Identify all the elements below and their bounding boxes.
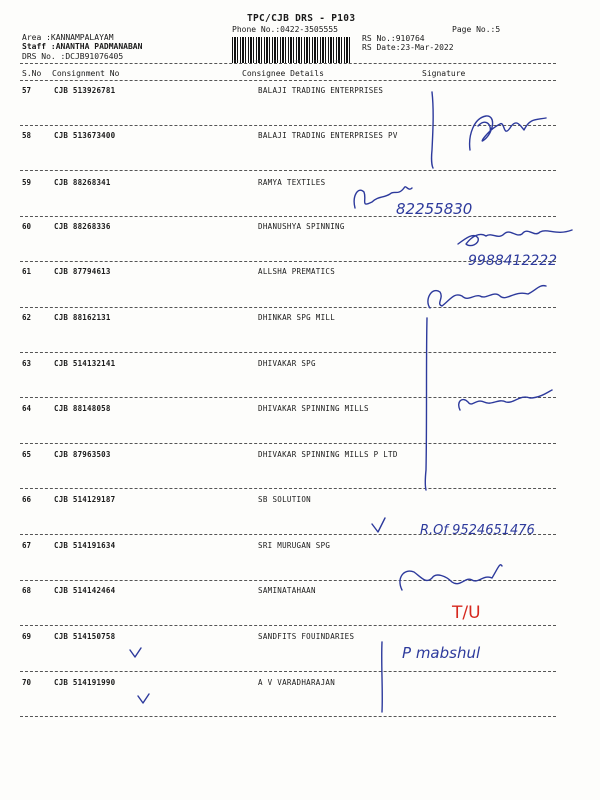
- row-serial: 59: [22, 178, 32, 187]
- row-consignment: CJB 88148058: [54, 404, 111, 413]
- col-header-signature: Signature: [422, 69, 466, 78]
- rs-date: RS Date:23-Mar-2022: [362, 43, 454, 52]
- rs-number: RS No.:910764: [362, 34, 425, 43]
- row-consignment: CJB 514142464: [54, 586, 116, 595]
- row-serial: 65: [22, 450, 32, 459]
- row-consignment: CJB 514132141: [54, 359, 116, 368]
- row-consignment: CJB 87963503: [54, 450, 111, 459]
- row-consignee: DHIVAKAR SPINNING MILLS P LTD: [258, 450, 398, 459]
- row-serial: 67: [22, 541, 32, 550]
- row-consignee: SRI MURUGAN SPG: [258, 541, 331, 550]
- row-serial: 70: [22, 678, 32, 687]
- tick-mark: [130, 648, 141, 657]
- handwritten-phone: 82255830: [396, 200, 473, 218]
- row-consignee: SAMINATAHAAN: [258, 586, 316, 595]
- signature-scribble: [428, 286, 546, 308]
- row-consignee: SB SOLUTION: [258, 495, 311, 504]
- row-serial: 60: [22, 222, 32, 231]
- handwritten-phone: R.Of 9524651476: [420, 523, 535, 538]
- row-consignment: CJB 87794613: [54, 267, 111, 276]
- area-label: Area :KANNAMPALAYAM: [22, 33, 114, 42]
- row-consignee: ALLSHA PREMATICS: [258, 267, 336, 276]
- row-consignment: CJB 514191634: [54, 541, 116, 550]
- row-consignment: CJB 513926781: [54, 86, 116, 95]
- row-serial: 58: [22, 131, 32, 140]
- row-consignee: BALAJI TRADING ENTERPRISES PV: [258, 131, 398, 140]
- row-serial: 69: [22, 632, 32, 641]
- row-consignment: CJB 88268336: [54, 222, 111, 231]
- signature-bracket-line: [425, 318, 427, 490]
- drs-number: DRS No. :DCJB91076405: [22, 52, 124, 61]
- row-serial: 68: [22, 586, 32, 595]
- row-consignment: CJB 513673400: [54, 131, 116, 140]
- signature-scribble: [458, 230, 572, 246]
- row-serial: 57: [22, 86, 32, 95]
- page-number: Page No.:5: [452, 25, 501, 34]
- signature-bracket-line: [432, 92, 434, 168]
- signature-scribble: [478, 122, 490, 132]
- row-consignee: DHIVAKAR SPG: [258, 359, 316, 368]
- tick-mark: [138, 694, 149, 703]
- row-consignment: CJB 514191990: [54, 678, 116, 687]
- row-consignment: CJB 514129187: [54, 495, 116, 504]
- handwritten-phone: 9988412222: [468, 253, 558, 269]
- col-header-consignee: Consignee Details: [242, 69, 324, 78]
- staff-label: Staff :ANANTHA PADMANABAN: [22, 42, 143, 51]
- row-consignee: SANDFITS FOUINDARIES: [258, 632, 355, 641]
- row-consignment: CJB 88162131: [54, 313, 111, 322]
- signature-scribble: [400, 565, 502, 590]
- row-consignee: A V VARADHARAJAN: [258, 678, 336, 687]
- row-consignee: DHINKAR SPG MILL: [258, 313, 336, 322]
- row-consignee: BALAJI TRADING ENTERPRISES: [258, 86, 384, 95]
- signature-scribble: [459, 390, 552, 410]
- row-serial: 62: [22, 313, 32, 322]
- row-serial: 64: [22, 404, 32, 413]
- col-header-sno: S.No: [22, 69, 42, 78]
- signature-tick: [372, 518, 385, 532]
- row-consignee: RAMYA TEXTILES: [258, 178, 326, 187]
- row-consignee: DHANUSHYA SPINNING: [258, 222, 345, 231]
- handwritten-tu-mark: T/U: [452, 603, 481, 623]
- row-serial: 66: [22, 495, 32, 504]
- phone-number: Phone No.:0422-3505555: [232, 25, 338, 34]
- row-consignment: CJB 88268341: [54, 178, 111, 187]
- row-consignee: DHIVAKAR SPINNING MILLS: [258, 404, 369, 413]
- signature-bracket-line: [382, 642, 383, 712]
- row-serial: 63: [22, 359, 32, 368]
- row-consignment: CJB 514150758: [54, 632, 116, 641]
- col-header-consignment: Consignment No: [52, 69, 120, 78]
- handwritten-name: P mabshul: [402, 644, 481, 662]
- drs-title: TPC/CJB DRS - P103: [247, 13, 356, 24]
- row-serial: 61: [22, 267, 32, 276]
- signature-scribble: [470, 116, 546, 150]
